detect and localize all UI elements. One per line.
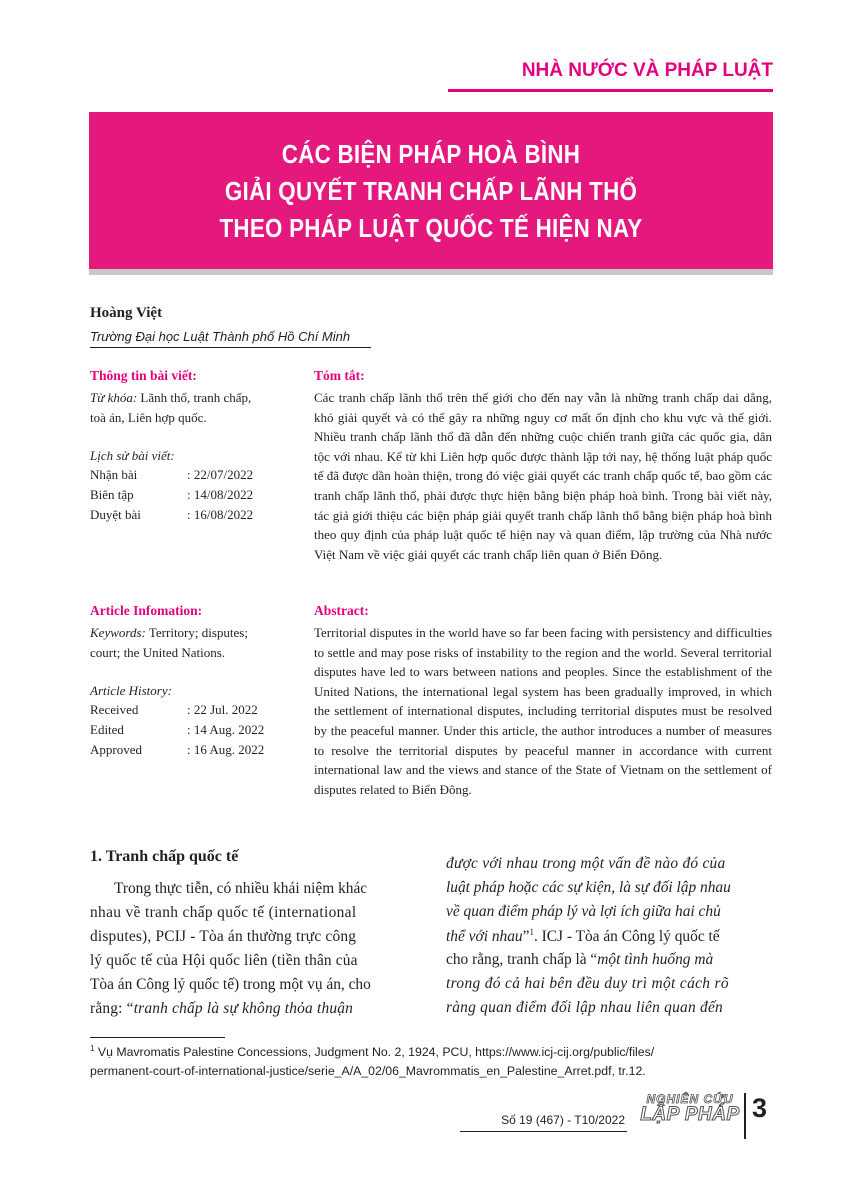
en-history-label: Article History:	[90, 683, 172, 698]
vi-keywords-line1: Lãnh thổ, tranh chấp,	[140, 390, 252, 405]
vi-history-label-1: Nhận bài	[90, 467, 138, 482]
en-info-heading: Article Infomation:	[90, 603, 203, 618]
vi-history-label-3: Duyệt bài	[90, 507, 141, 522]
footnote-mark: 1	[90, 1044, 95, 1053]
en-history-label-3: Approved	[90, 742, 142, 757]
en-abstract-text: Territorial disputes in the world have so far been facing with persistency and difficulties to settle and may pose risks of instability to the region and the world. Several territorial disputes have led to wars between nations and peoples. Since the establishment of the United Nations, the international legal system has been gradually improved, in which the settlement of international disputes, including territorial disputes must be resolved by the peaceful manner. Under this article, the author introduces a number of measures to resolve the territorial disputes by peaceful manner in accordance with current international law and the views and stance of the State of Vietnam on the settlement of disputes related to Biển Đông.	[314, 625, 772, 797]
page-number: 3	[752, 1093, 768, 1123]
section-header: NHÀ NƯỚC VÀ PHÁP LUẬT	[521, 60, 773, 81]
title-line-2: GIẢI QUYẾT TRANH CHẤP LÃNH THỔ	[224, 176, 638, 206]
body-right-line-4	[446, 927, 720, 946]
body-left-line-1: Trong thực tiễn, có nhiều khái niệm khác	[114, 880, 368, 897]
vi-history-label-2: Biên tập	[90, 487, 134, 502]
vi-abstract-text: Các tranh chấp lãnh thổ trên thế giới cho đến nay vẫn là những tranh chấp dai dẳng, khó giải quyết và có thể gây ra những nguy cơ mất ổn định cho khu vực và thế giới. Nhiều tranh chấp lãnh thổ đã dẫn đến những cuộc chiến tranh giữa các quốc gia, dân tộc với nhau. Kể từ khi Liên hợp quốc được thành lập tới nay, hệ thống luật pháp quốc tế đã được dần hoàn thiện, trong đó việc giải quyết các tranh chấp quốc tế, bao gồm các tranh chấp lãnh thổ, phải được thực hiện bằng biện pháp hoà bình. Trong bài viết này, tác giả giới thiệu các biện pháp giải quyết tranh chấp lãnh thổ bằng biện pháp hoà bình theo quy định của pháp luật quốc tế hiện nay và quan điểm, lập trường của Nhà nước Việt Nam về việc giải quyết các tranh chấp liên quan ở Biển Đông.	[314, 390, 772, 562]
magazine-logo-bottom: LẬP PHÁP	[640, 1104, 740, 1125]
en-history-value-3: : 16 Aug. 2022	[187, 742, 265, 757]
en-keywords-line2: court; the United Nations.	[90, 644, 226, 660]
vi-keywords-label: Từ khóa:	[90, 390, 138, 405]
vi-history-value-2: : 14/08/2022	[187, 487, 254, 502]
footer-divider	[744, 1093, 746, 1139]
footnote-text-1: Vụ Mavromatis Palestine Concessions, Judgment No. 2, 1924, PCU, https://www.icj-cij.org/public/files/	[94, 1045, 655, 1060]
vi-abstract-heading: Tóm tắt:	[314, 368, 365, 383]
vi-history-label: Lịch sử bài viết:	[90, 448, 175, 463]
title-box	[89, 112, 773, 269]
body-right-line-5-start: cho rằng, tranh chấp là “	[446, 951, 598, 968]
en-keywords-line1: Territory; disputes;	[148, 625, 248, 640]
en-keywords	[90, 623, 286, 662]
affiliation-underline	[90, 347, 371, 348]
body-right-close-quote: ”	[522, 928, 530, 946]
en-history-value-2: : 14 Aug. 2022	[187, 722, 265, 737]
body-left-line-4: lý quốc tế của Hội quốc liên (tiền thân của	[90, 952, 358, 969]
section-rule	[448, 89, 773, 92]
issue-number: Số 19 (467) - T10/2022	[501, 1113, 625, 1127]
en-history-label-1: Received	[90, 702, 139, 717]
footnote-ref: 1	[529, 927, 534, 937]
vi-history-value-1: : 22/07/2022	[187, 467, 254, 482]
body-right-line-2: luật pháp hoặc các sự kiện, là sự đối lập nhau	[446, 879, 731, 896]
en-history-value-1: : 22 Jul. 2022	[187, 702, 258, 717]
footnote-line-1	[90, 1044, 654, 1059]
body-left-line-3: disputes), PCIJ - Tòa án thường trực công	[90, 928, 357, 945]
body-right-line-3: về quan điểm pháp lý và lợi ích giữa hai chủ	[446, 903, 721, 920]
body-left-line-6	[90, 1000, 353, 1018]
vi-keywords	[90, 388, 286, 427]
author-name: Hoàng Việt	[90, 305, 163, 321]
body-left-line-2: nhau về tranh chấp quốc tế (international	[90, 904, 357, 921]
en-keywords-label: Keywords:	[90, 625, 146, 640]
vi-keywords-line2: toà án, Liên hợp quốc.	[90, 409, 207, 425]
body-right-line-4-rest: . ICJ - Tòa án Công lý quốc tế	[533, 928, 720, 946]
body-right-line-6: trong đó cả hai bên đều duy trì một cách rõ	[446, 975, 729, 992]
body-right-line-1: được với nhau trong một vấn đề nào đó của	[446, 855, 726, 872]
body-left-line-6-start: rằng: “	[90, 1000, 134, 1017]
footnote-line-2: permanent-court-of-international-justice/serie_A/A_02/06_Mavrommatis_en_Palestine_Arret.pdf, tr.12.	[90, 1064, 646, 1078]
vi-history-value-3: : 16/08/2022	[187, 507, 254, 522]
en-abstract-heading: Abstract:	[314, 603, 369, 618]
magazine-logo-top: NGHIÊN CỨU	[646, 1092, 734, 1106]
body-left-line-5: Tòa án Công lý quốc tế) trong một vụ án, cho	[90, 976, 371, 993]
en-history-label-2: Edited	[90, 722, 124, 737]
body-left-line-6-quote: tranh chấp là sự không thỏa thuận	[133, 1000, 354, 1017]
title-line-3: THEO PHÁP LUẬT QUỐC TẾ HIỆN NAY	[219, 213, 643, 243]
footer-rule	[460, 1131, 627, 1132]
footnote-rule	[90, 1037, 225, 1038]
section-heading: 1. Tranh chấp quốc tế	[90, 848, 239, 865]
body-right-quote-end: thể với nhau	[446, 928, 523, 946]
body-right-line-5	[446, 951, 713, 969]
body-right-line-7: ràng quan điểm đối lập nhau liên quan đến	[446, 999, 724, 1016]
vi-info-heading: Thông tin bài viết:	[90, 368, 197, 383]
body-right-line-5-quote: một tình huống mà	[597, 951, 714, 968]
author-affiliation: Trường Đại học Luật Thành phố Hồ Chí Minh	[90, 329, 351, 344]
title-line-1: CÁC BIỆN PHÁP HOÀ BÌNH	[281, 139, 581, 169]
